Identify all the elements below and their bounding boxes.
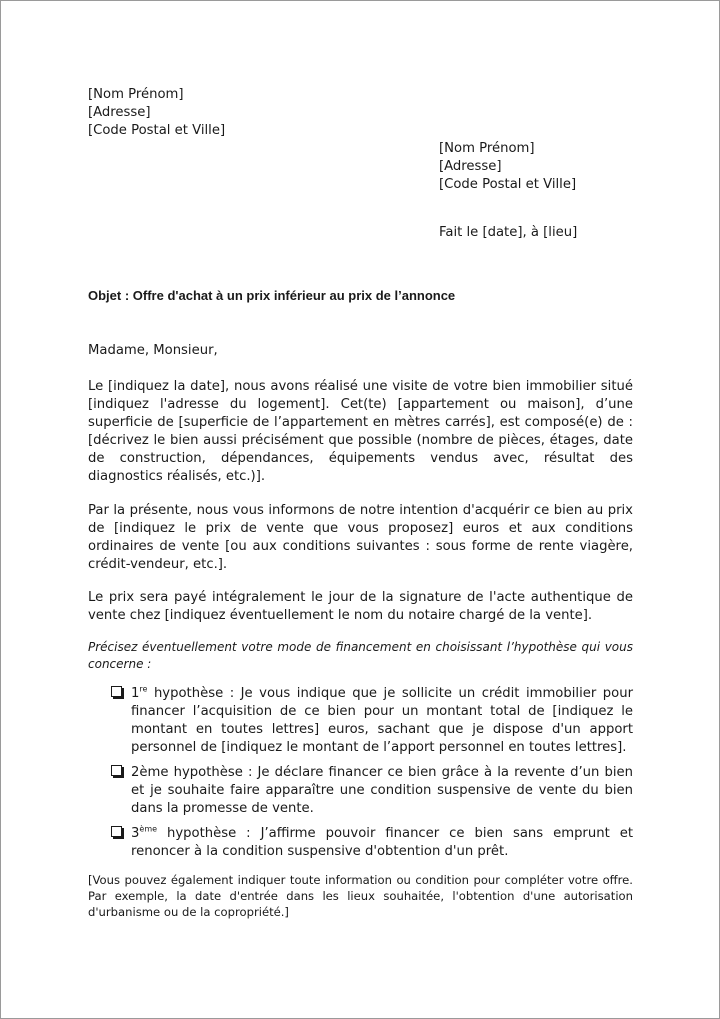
recipient-address-block	[439, 140, 576, 194]
additional-info-note: [Vous pouvez également indiquer toute information ou condition pour compléter votre offre. Par exemple, la date d'entrée dans les lieux souhaitée, l'obtention d'une autorisation d'urbanisme ou de la copropriété.]	[88, 873, 633, 919]
hypothesis-text	[131, 685, 633, 757]
hypothesis-item	[111, 764, 633, 818]
hypothesis-item	[111, 825, 633, 861]
sender-address-block	[88, 86, 225, 140]
date-place-line: Fait le [date], à [lieu]	[439, 225, 578, 240]
recipient-address: [Adresse]	[439, 159, 502, 174]
paragraph-visit: Le [indiquez la date], nous avons réalisé une visite de votre bien immobilier situé [indiquez l'adresse du logement]. Cet(te) [appartement ou maison], d’une superficie de [superficie de l’appartement en mètres carrés], est composé(e) de : [décrivez le bien aussi précisément que possible (nombre de pièces, étages, date de construction, dépendances, équipements vendus avec, résultat des diagnostics réalisés, etc.)].	[88, 379, 633, 484]
hypothesis-ordinal-suffix: ème	[139, 824, 158, 834]
hypothesis-number: 1	[131, 686, 140, 701]
hypothesis-body: hypothèse : Je vous indique que je sollicite un crédit immobilier pour financer l’acquisition de ce bien pour un montant total de [indiquez le montant en toutes lettres] euros, sachant que je dispose d'un apport personnel de [indiquez le montant de l’apport personnel en toutes lettres].	[131, 686, 633, 755]
hypothesis-text	[131, 764, 633, 818]
letter-subject: Objet : Offre d'achat à un prix inférieur au prix de l’annonce	[88, 288, 456, 303]
hypothesis-body: 2ème hypothèse : Je déclare financer ce bien grâce à la revente d’un bien et je souhaite faire apparaître une condition suspensive de vente du bien dans la promesse de vente.	[131, 765, 633, 816]
hypothesis-number: 3	[131, 826, 140, 841]
checkbox-bullet-icon	[111, 765, 122, 776]
sender-name: [Nom Prénom]	[88, 87, 184, 102]
recipient-name: [Nom Prénom]	[439, 141, 535, 156]
sender-city: [Code Postal et Ville]	[88, 123, 226, 138]
sender-address: [Adresse]	[88, 105, 151, 120]
salutation: Madame, Monsieur,	[88, 343, 218, 358]
hypothesis-ordinal-suffix: re	[139, 684, 148, 694]
financing-instruction: Précisez éventuellement votre mode de financement en choisissant l’hypothèse qui vous concerne :	[88, 640, 633, 671]
paragraph-payment: Le prix sera payé intégralement le jour de la signature de l'acte authentique de vente chez [indiquez éventuellement le nom du notaire chargé de la vente].	[88, 590, 633, 623]
recipient-city: [Code Postal et Ville]	[439, 177, 577, 192]
hypothesis-item	[111, 685, 633, 757]
checkbox-bullet-icon	[111, 826, 122, 837]
hypothesis-body: hypothèse : J’affirme pouvoir financer ce bien sans emprunt et renoncer à la condition suspensive d'obtention d'un prêt.	[131, 826, 633, 859]
hypothesis-text	[131, 825, 633, 861]
paragraph-offer: Par la présente, nous vous informons de notre intention d'acquérir ce bien au prix de [indiquez le prix de vente que vous proposez] euros et aux conditions ordinaires de vente [ou aux conditions suivantes : sous forme de rente viagère, crédit-vendeur, etc.].	[88, 503, 633, 572]
checkbox-bullet-icon	[111, 686, 122, 697]
